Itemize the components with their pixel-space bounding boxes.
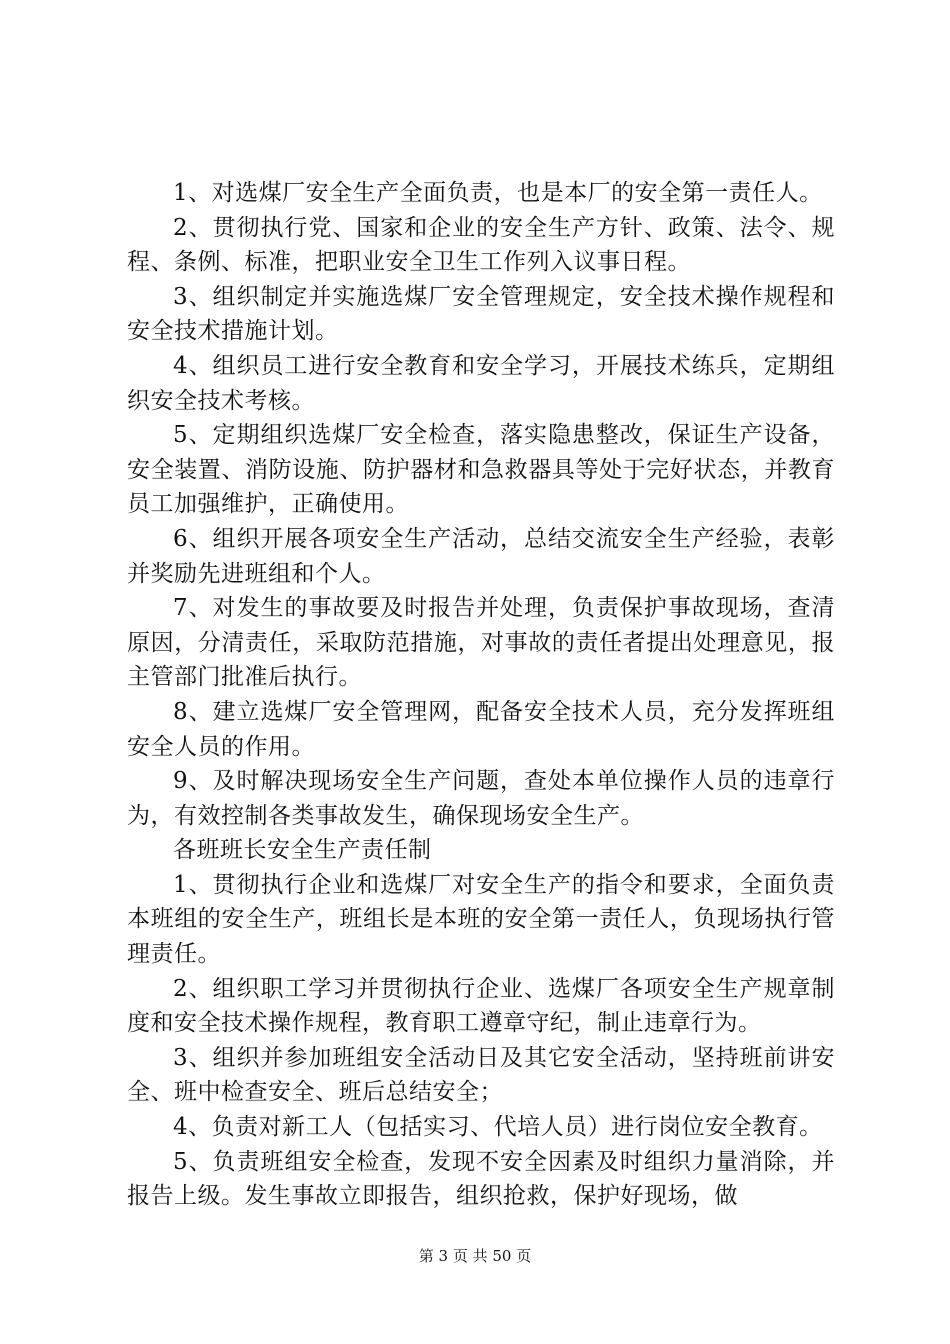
paragraph-2: 2、贯彻执行党、国家和企业的安全生产方针、政策、法令、规程、条例、标准，把职业安全卫生工作列入议事日程。: [127, 214, 835, 276]
paragraph-13: 3、组织并参加班组安全活动日及其它安全活动，坚持班前讲安全、班中检查安全、班后总结安全；: [127, 1044, 835, 1106]
paragraph-3: 3、组织制定并实施选煤厂安全管理规定，安全技术操作规程和安全技术措施计划。: [127, 283, 835, 345]
paragraph-8: 8、建立选煤厂安全管理网，配备安全技术人员，充分发挥班组安全人员的作用。: [127, 698, 835, 760]
paragraph-14: 4、负责对新工人（包括实习、代培人员）进行岗位安全教育。: [173, 1114, 823, 1141]
paragraph-11: 1、贯彻执行企业和选煤厂对安全生产的指令和要求，全面负责本班组的安全生产，班组长是本班的安全第一责任人，负现场执行管理责任。: [127, 871, 835, 968]
paragraph-1: 1、对选煤厂安全生产全面负责，也是本厂的安全第一责任人。: [173, 180, 823, 206]
paragraph-5: 5、定期组织选煤厂安全检查，落实隐患整改，保证生产设备，安全装置、消防设施、防护器材和急救器具等处于完好状态，并教育员工加强维护，正确使用。: [127, 422, 835, 518]
paragraph-7: 7、对发生的事故要及时报告并处理，负责保护事故现场，查清原因，分清责任，采取防范措施，对事故的责任者提出处理意见，报主管部门批准后执行。: [127, 595, 835, 691]
paragraph-12: 2、组织职工学习并贯彻执行企业、选煤厂各项安全生产规章制度和安全技术操作规程，教育职工遵章守纪，制止违章行为。: [127, 975, 835, 1037]
section-heading: 各班班长安全生产责任制: [173, 837, 432, 864]
document-body: [127, 176, 835, 1214]
page-footer: 第 3 页 共 50 页: [418, 1247, 532, 1265]
paragraph-15: 5、负责班组安全检查，发现不安全因素及时组织力量消除，并报告上级。发生事故立即报告，组织抢救，保护好现场，做: [127, 1148, 835, 1210]
paragraph-6: 6、组织开展各项安全生产活动，总结交流安全生产经验，表彰并奖励先进班组和个人。: [127, 525, 835, 587]
paragraph-9: 9、及时解决现场安全生产问题，查处本单位操作人员的违章行为，有效控制各类事故发生，确保现场安全生产。: [127, 768, 835, 829]
paragraph-4: 4、组织员工进行安全教育和安全学习，开展技术练兵，定期组织安全技术考核。: [127, 352, 835, 414]
